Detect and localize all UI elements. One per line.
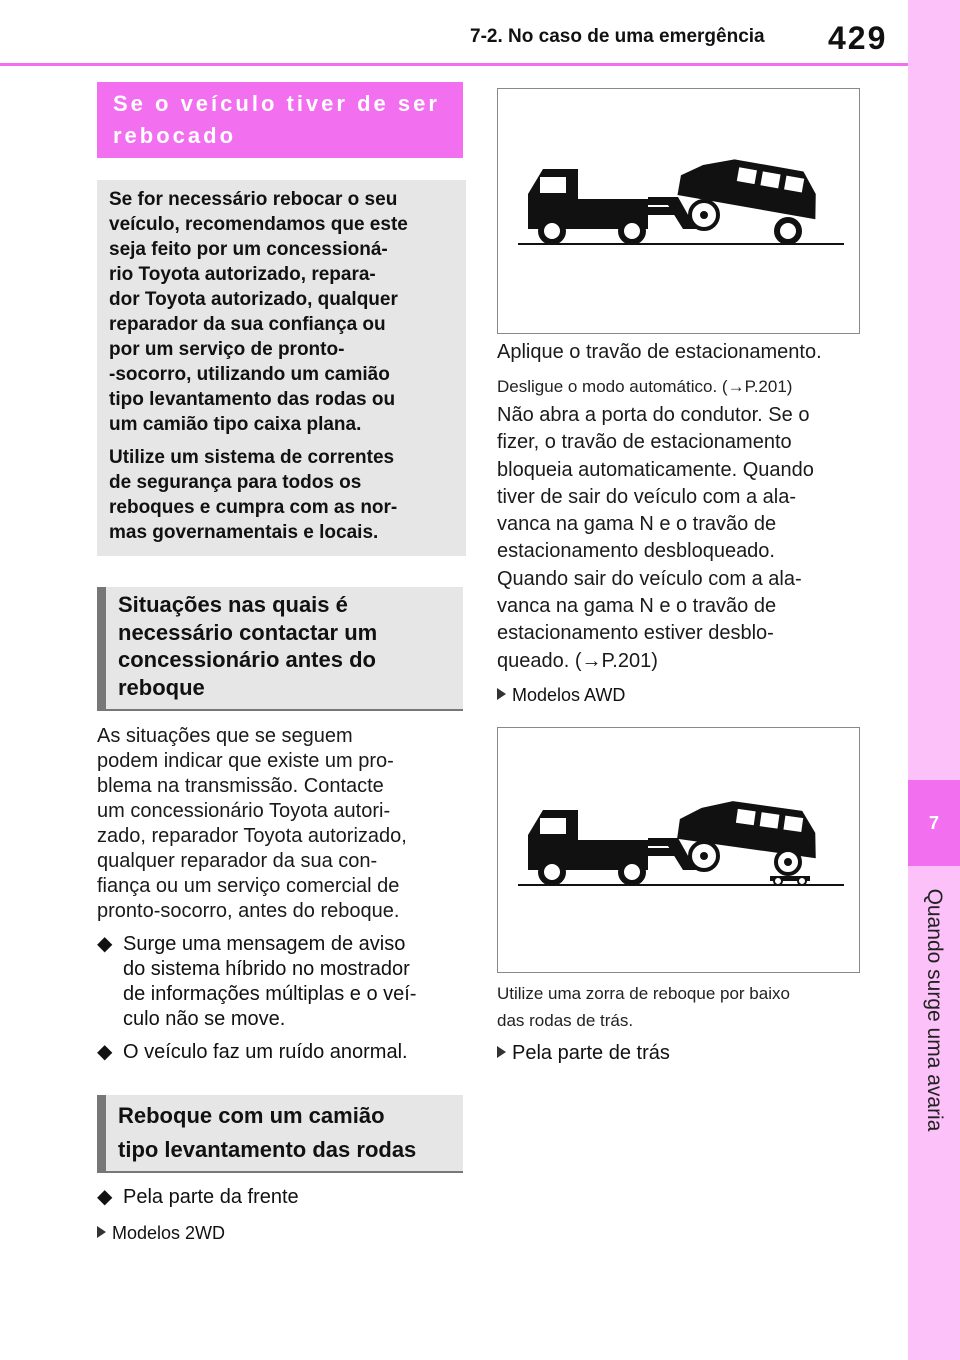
main-heading (97, 82, 463, 158)
tow-truck-dolly-illustration (497, 727, 860, 973)
tow-truck-front-lift-icon (498, 89, 859, 333)
bullet-text: Pela parte da frente (123, 1186, 299, 1208)
models-awd-item (497, 684, 625, 706)
wheel-lift-heading: Reboque com um camião tipo levantamento das rodas (97, 1095, 463, 1173)
rear-tow-label: Pela parte de trás (512, 1042, 670, 1064)
header-divider (0, 63, 908, 66)
intro-paragraph-2: Utilize um sistema de correntes de segurança para todos os reboques e cumpra com as nor- mas governamentais e locais. (109, 447, 398, 543)
chapter-title-vertical: Quando surge uma avaria (923, 888, 946, 1132)
intro-paragraph-1: Se for necessário rebocar o seu veículo, recomendamos que este seja feito por um concessioná- rio Toyota autorizado, repara- dor Toyota autorizado, qualquer reparador da sua confiança ou por um serviço de pronto- -socorro, utilizando um camião tipo levantamento das rodas ou um camião tipo caixa plana. (109, 189, 408, 435)
chapter-side-tab (908, 0, 960, 1360)
rear-tow-item (497, 1041, 670, 1066)
models-2wd-item (97, 1222, 225, 1244)
models-awd-label: Modelos AWD (512, 685, 626, 705)
situations-heading: Situações nas quais é necessário contactar um concessionário antes do reboque (97, 587, 463, 711)
tow-truck-front-lift-illustration (497, 88, 860, 334)
diamond-bullet-icon: ◆ (97, 933, 113, 955)
auto-mode-note: Desligue o modo automático. (→P.201) (497, 377, 793, 396)
diamond-bullet-icon: ◆ (97, 1186, 113, 1208)
arrow-right-icon (97, 1226, 106, 1238)
models-2wd-label: Modelos 2WD (112, 1223, 226, 1243)
door-warning-paragraph: Não abra a porta do condutor. Se o fizer, o travão de estacionamento bloqueia automaticamente. Quando tiver de sair do veículo com a ala- vanca na gama N e o travão de estacionamento desbloqueado. Quando sair do veículo com a ala- vanca na gama N e o travão de estacionamento estiver desblo- queado. (→P.201) (497, 404, 814, 672)
main-heading-line: Se o veículo tiver de ser (113, 91, 440, 116)
bullet-text: O veículo faz um ruído anormal. (123, 1041, 408, 1063)
bullet-text: Surge uma mensagem de aviso do sistema híbrido no mostrador de informações múltiplas e o veí- culo não se move. (123, 933, 417, 1030)
diamond-bullet-icon: ◆ (97, 1041, 113, 1063)
intro-box (97, 180, 466, 556)
arrow-right-icon (497, 1046, 506, 1058)
dolly-note: Utilize uma zorra de reboque por baixo das rodas de trás. (497, 984, 790, 1030)
apply-parking-brake: Aplique o travão de estacionamento. (497, 341, 822, 363)
arrow-right-icon (497, 688, 506, 700)
tow-truck-with-dolly-icon (498, 728, 859, 972)
situations-text: As situações que se seguem podem indicar que existe um pro- blema na transmissão. Contacte um concessionário Toyota autori- zado, reparador Toyota autorizado, qualquer reparador da sua con- fiança ou um serviço comercial de pronto-socorro, antes do reboque. (97, 725, 407, 922)
main-heading-line: rebocado (113, 123, 237, 148)
page-number: 429 (828, 20, 888, 56)
section-title: 7-2. No caso de uma emergência (470, 26, 765, 47)
chapter-number-tab[interactable]: 7 (908, 780, 960, 866)
